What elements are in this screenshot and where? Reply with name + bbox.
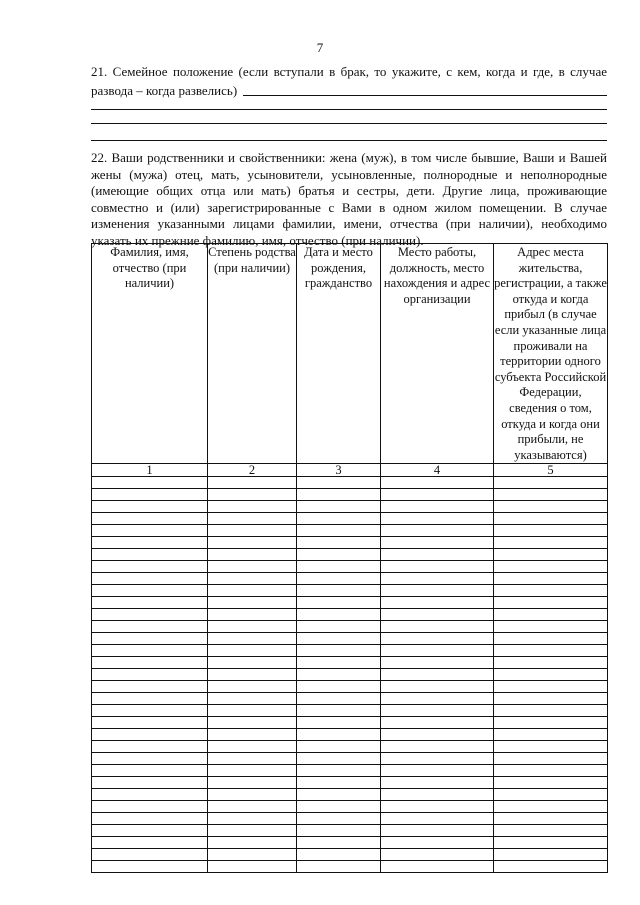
table-cell[interactable] — [381, 585, 494, 597]
table-cell[interactable] — [297, 765, 381, 777]
table-cell[interactable] — [208, 549, 297, 561]
table-cell[interactable] — [494, 645, 608, 657]
table-cell[interactable] — [92, 693, 208, 705]
table-cell[interactable] — [297, 633, 381, 645]
table-cell[interactable] — [381, 609, 494, 621]
table-row — [92, 705, 608, 717]
table-cell[interactable] — [208, 573, 297, 585]
table-cell[interactable] — [297, 573, 381, 585]
table-cell[interactable] — [381, 717, 494, 729]
table-cell[interactable] — [208, 657, 297, 669]
table-cell[interactable] — [208, 477, 297, 489]
table-cell[interactable] — [92, 537, 208, 549]
table-cell[interactable] — [92, 861, 208, 873]
table-cell[interactable] — [381, 513, 494, 525]
column-header-workplace: Место работы, должность, место нахождения и адрес организации — [381, 244, 494, 464]
table-row — [92, 501, 608, 513]
table-cell[interactable] — [92, 837, 208, 849]
table-row — [92, 525, 608, 537]
table-row — [92, 837, 608, 849]
table-cell[interactable] — [208, 645, 297, 657]
table-cell[interactable] — [92, 657, 208, 669]
table-cell[interactable] — [297, 753, 381, 765]
table-cell[interactable] — [297, 681, 381, 693]
table-cell[interactable] — [381, 777, 494, 789]
table-row — [92, 489, 608, 501]
relatives-table-header-row — [92, 244, 608, 464]
table-row — [92, 717, 608, 729]
table-cell[interactable] — [494, 789, 608, 801]
table-cell[interactable] — [92, 645, 208, 657]
table-cell[interactable] — [92, 501, 208, 513]
table-cell[interactable] — [381, 861, 494, 873]
table-cell[interactable] — [381, 813, 494, 825]
table-cell[interactable] — [208, 801, 297, 813]
table-cell[interactable] — [297, 537, 381, 549]
table-cell[interactable] — [297, 717, 381, 729]
table-cell[interactable] — [208, 753, 297, 765]
column-header-relationship: Степень родства (при наличии) — [208, 244, 297, 464]
table-cell[interactable] — [208, 597, 297, 609]
table-cell[interactable] — [92, 825, 208, 837]
table-cell[interactable] — [494, 861, 608, 873]
column-header-birth-date-place: Дата и место рождения, гражданство — [297, 244, 381, 464]
table-cell[interactable] — [208, 777, 297, 789]
table-cell[interactable] — [92, 477, 208, 489]
marital-status-answer-line[interactable] — [91, 140, 607, 141]
table-cell[interactable] — [208, 537, 297, 549]
table-cell[interactable] — [494, 537, 608, 549]
table-cell[interactable] — [92, 765, 208, 777]
table-cell[interactable] — [92, 753, 208, 765]
table-cell[interactable] — [297, 489, 381, 501]
table-row — [92, 861, 608, 873]
table-cell[interactable] — [208, 717, 297, 729]
table-row — [92, 669, 608, 681]
table-cell[interactable] — [208, 813, 297, 825]
table-cell[interactable] — [92, 669, 208, 681]
table-cell[interactable] — [208, 681, 297, 693]
table-cell[interactable] — [208, 501, 297, 513]
table-cell[interactable] — [92, 717, 208, 729]
table-cell[interactable] — [494, 621, 608, 633]
table-cell[interactable] — [208, 765, 297, 777]
table-cell[interactable] — [92, 801, 208, 813]
table-cell[interactable] — [92, 705, 208, 717]
table-cell[interactable] — [208, 525, 297, 537]
table-cell[interactable] — [381, 657, 494, 669]
table-cell[interactable] — [381, 645, 494, 657]
table-cell[interactable] — [297, 813, 381, 825]
table-cell[interactable] — [381, 633, 494, 645]
column-number: 5 — [494, 464, 608, 477]
table-cell[interactable] — [208, 621, 297, 633]
table-cell[interactable] — [92, 681, 208, 693]
table-cell[interactable] — [494, 717, 608, 729]
table-cell[interactable] — [208, 789, 297, 801]
column-number: 3 — [297, 464, 381, 477]
table-cell[interactable] — [208, 705, 297, 717]
table-cell[interactable] — [297, 645, 381, 657]
column-number: 2 — [208, 464, 297, 477]
page-number: 7 — [316, 40, 324, 55]
table-row — [92, 849, 608, 861]
table-cell[interactable] — [494, 477, 608, 489]
table-row — [92, 765, 608, 777]
table-cell[interactable] — [92, 741, 208, 753]
table-cell[interactable] — [494, 813, 608, 825]
table-row — [92, 513, 608, 525]
relatives-table-blank-rows — [92, 477, 608, 873]
table-row — [92, 585, 608, 597]
table-cell[interactable] — [494, 489, 608, 501]
table-cell[interactable] — [381, 753, 494, 765]
table-row — [92, 645, 608, 657]
table-cell[interactable] — [494, 765, 608, 777]
marital-status-answer-line[interactable] — [91, 123, 607, 124]
table-cell[interactable] — [297, 729, 381, 741]
relatives-question: 22. Ваши родственники и свойственники: жена (муж), в том числе бывшие, Ваши и Вашей жены (мужа) отец, мать, усыновители, усыновленные, полнородные и неполнородные (имеющие общих отца или мать) братья и сестры, дети. Другие лица, проживающие совместно и (или) зарегистрированные с Вами в одном жилом помещении. В случае изменения указанными лицами фамилии, имени, отчества (при наличии), необходимо указать их прежние фамилию, имя, отчество (при наличии). — [91, 150, 607, 248]
table-cell[interactable] — [494, 513, 608, 525]
table-cell[interactable] — [494, 849, 608, 861]
table-row — [92, 741, 608, 753]
table-cell[interactable] — [297, 621, 381, 633]
column-number: 4 — [381, 464, 494, 477]
table-row — [92, 753, 608, 765]
table-row — [92, 633, 608, 645]
table-row — [92, 681, 608, 693]
table-cell[interactable] — [494, 741, 608, 753]
table-cell[interactable] — [297, 789, 381, 801]
table-cell[interactable] — [297, 801, 381, 813]
table-row — [92, 561, 608, 573]
table-cell[interactable] — [92, 729, 208, 741]
table-cell[interactable] — [381, 837, 494, 849]
table-cell[interactable] — [297, 693, 381, 705]
table-row — [92, 825, 608, 837]
table-cell[interactable] — [297, 549, 381, 561]
table-cell[interactable] — [494, 549, 608, 561]
column-header-full-name: Фамилия, имя, отчество (при наличии) — [92, 244, 208, 464]
table-cell[interactable] — [92, 585, 208, 597]
table-row — [92, 573, 608, 585]
table-cell[interactable] — [381, 801, 494, 813]
table-cell[interactable] — [297, 609, 381, 621]
table-cell[interactable] — [297, 585, 381, 597]
table-cell[interactable] — [494, 801, 608, 813]
table-cell[interactable] — [92, 633, 208, 645]
table-cell[interactable] — [92, 609, 208, 621]
table-cell[interactable] — [208, 585, 297, 597]
table-cell[interactable] — [208, 837, 297, 849]
table-row — [92, 597, 608, 609]
table-row — [92, 657, 608, 669]
table-row — [92, 801, 608, 813]
table-cell[interactable] — [92, 789, 208, 801]
table-cell[interactable] — [494, 657, 608, 669]
table-cell[interactable] — [381, 549, 494, 561]
table-cell[interactable] — [208, 489, 297, 501]
table-cell[interactable] — [494, 669, 608, 681]
table-cell[interactable] — [494, 501, 608, 513]
table-cell[interactable] — [92, 849, 208, 861]
table-cell[interactable] — [92, 561, 208, 573]
marital-status-answer-field[interactable] — [243, 95, 607, 96]
table-cell[interactable] — [297, 597, 381, 609]
table-cell[interactable] — [297, 669, 381, 681]
table-cell[interactable] — [381, 789, 494, 801]
table-cell[interactable] — [297, 501, 381, 513]
table-row — [92, 777, 608, 789]
table-cell[interactable] — [381, 669, 494, 681]
table-cell[interactable] — [381, 693, 494, 705]
table-row — [92, 813, 608, 825]
table-cell[interactable] — [494, 609, 608, 621]
table-cell[interactable] — [297, 561, 381, 573]
table-row — [92, 549, 608, 561]
table-cell[interactable] — [494, 585, 608, 597]
table-cell[interactable] — [381, 573, 494, 585]
table-cell[interactable] — [381, 597, 494, 609]
table-cell[interactable] — [381, 849, 494, 861]
table-cell[interactable] — [381, 765, 494, 777]
table-cell[interactable] — [494, 837, 608, 849]
table-cell[interactable] — [92, 597, 208, 609]
table-cell[interactable] — [208, 561, 297, 573]
table-cell[interactable] — [381, 825, 494, 837]
table-cell[interactable] — [494, 825, 608, 837]
column-header-address: Адрес места жительства, регистрации, а также откуда и когда прибыл (в случае если указанные лица проживали на территории одного субъекта Российской Федерации, сведения о том, откуда и когда они прибыли, не указываются) — [494, 244, 608, 464]
table-cell[interactable] — [381, 621, 494, 633]
table-row — [92, 609, 608, 621]
marital-status-answer-line[interactable] — [91, 109, 607, 110]
table-cell[interactable] — [208, 633, 297, 645]
table-cell[interactable] — [381, 705, 494, 717]
table-cell[interactable] — [381, 741, 494, 753]
marital-status-question-line2 — [91, 81, 607, 100]
table-cell[interactable] — [297, 705, 381, 717]
table-cell[interactable] — [381, 477, 494, 489]
table-cell[interactable] — [297, 849, 381, 861]
table-cell[interactable] — [92, 525, 208, 537]
table-cell[interactable] — [208, 513, 297, 525]
table-cell[interactable] — [494, 777, 608, 789]
table-cell[interactable] — [381, 729, 494, 741]
table-cell[interactable] — [381, 489, 494, 501]
table-row — [92, 477, 608, 489]
table-cell[interactable] — [381, 681, 494, 693]
marital-status-question-line2-text: развода – когда развелись) — [91, 83, 238, 98]
table-cell[interactable] — [297, 525, 381, 537]
table-cell[interactable] — [92, 573, 208, 585]
table-cell[interactable] — [92, 489, 208, 501]
table-cell[interactable] — [494, 597, 608, 609]
table-cell[interactable] — [381, 525, 494, 537]
table-cell[interactable] — [297, 837, 381, 849]
table-cell[interactable] — [494, 705, 608, 717]
table-cell[interactable] — [92, 621, 208, 633]
table-cell[interactable] — [381, 501, 494, 513]
table-row — [92, 537, 608, 549]
table-cell[interactable] — [494, 729, 608, 741]
table-cell[interactable] — [208, 741, 297, 753]
table-cell[interactable] — [494, 561, 608, 573]
column-number-row — [92, 464, 608, 477]
table-cell[interactable] — [297, 513, 381, 525]
table-cell[interactable] — [92, 813, 208, 825]
table-cell[interactable] — [92, 513, 208, 525]
table-cell[interactable] — [92, 549, 208, 561]
table-row — [92, 693, 608, 705]
marital-status-question-line1: 21. Семейное положение (если вступали в брак, то укажите, с кем, когда и где, в случае — [91, 64, 607, 79]
table-cell[interactable] — [92, 777, 208, 789]
column-number: 1 — [92, 464, 208, 477]
table-cell[interactable] — [297, 825, 381, 837]
table-cell[interactable] — [208, 669, 297, 681]
table-cell[interactable] — [208, 609, 297, 621]
table-cell[interactable] — [381, 537, 494, 549]
table-cell[interactable] — [381, 561, 494, 573]
table-cell[interactable] — [297, 657, 381, 669]
table-cell[interactable] — [297, 777, 381, 789]
table-cell[interactable] — [297, 861, 381, 873]
table-row — [92, 789, 608, 801]
table-cell[interactable] — [208, 825, 297, 837]
table-cell[interactable] — [494, 693, 608, 705]
table-row — [92, 729, 608, 741]
table-cell[interactable] — [494, 573, 608, 585]
table-cell[interactable] — [494, 681, 608, 693]
table-cell[interactable] — [208, 693, 297, 705]
table-cell[interactable] — [208, 729, 297, 741]
marital-status-question — [91, 62, 607, 100]
table-cell[interactable] — [297, 477, 381, 489]
table-cell[interactable] — [494, 753, 608, 765]
table-cell[interactable] — [494, 633, 608, 645]
table-cell[interactable] — [208, 861, 297, 873]
relatives-table — [91, 243, 608, 873]
table-cell[interactable] — [494, 525, 608, 537]
table-cell[interactable] — [208, 849, 297, 861]
table-row — [92, 621, 608, 633]
table-cell[interactable] — [297, 741, 381, 753]
